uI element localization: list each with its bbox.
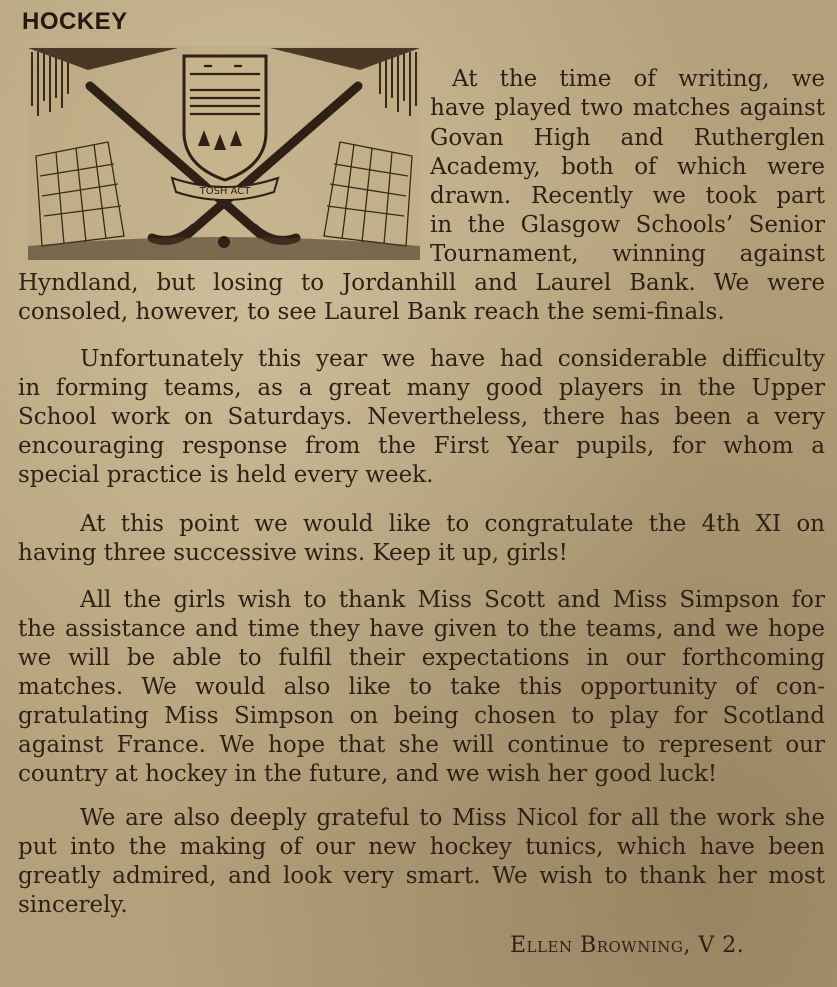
paragraph-4-line: against France. We hope that she will continue to represent our (18, 732, 825, 758)
paragraph-4-line: country at hockey in the future, and we wish her good luck! (18, 761, 718, 787)
paragraph-3-line: having three successive wins. Keep it up, girls! (18, 540, 568, 566)
section-heading: HOCKEY (22, 8, 128, 35)
paragraph-1-line: At the time of writing, we (452, 66, 825, 92)
paragraph-1-line: consoled, however, to see Laurel Bank reach the semi-finals. (18, 299, 725, 325)
hockey-crest-illustration (28, 46, 420, 260)
paragraph-4-line: All the girls wish to thank Miss Scott and Miss Simpson for (80, 587, 825, 613)
paragraph-2-line: special practice is held every week. (18, 462, 434, 488)
paragraph-3-line: At this point we would like to congratulate the 4th XI on (80, 511, 825, 537)
paragraph-1-line: drawn. Recently we took part (430, 183, 825, 209)
paragraph-5-line: sincerely. (18, 892, 128, 918)
paragraph-1-line: Tournament, winning against (430, 241, 825, 267)
paragraph-1-line: in the Glasgow Schools’ Senior (430, 212, 825, 238)
paragraph-1-line: Hyndland, but losing to Jordanhill and Laurel Bank. We were (18, 270, 825, 296)
paragraph-5-line: We are also deeply grateful to Miss Nicol for all the work she (80, 805, 825, 831)
paragraph-5-line: put into the making of our new hockey tunics, which have been (18, 834, 825, 860)
author-signature: Ellen Browning, V 2. (510, 933, 745, 958)
paragraph-4-line: the assistance and time they have given to the teams, and we hope (18, 616, 825, 642)
paragraph-5-line: greatly admired, and look very smart. We wish to thank her most (18, 863, 825, 889)
paragraph-2-line: encouraging response from the First Year pupils, for whom a (18, 433, 825, 459)
paragraph-4-line: gratulating Miss Simpson on being chosen to play for Scotland (18, 703, 825, 729)
emblem-motto: TOSH ACT (199, 186, 251, 197)
paragraph-1-line: Govan High and Rutherglen (430, 125, 825, 151)
paragraph-4-line: we will be able to fulfil their expectations in our forthcoming (18, 645, 825, 671)
paragraph-1-line: have played two matches against (430, 95, 825, 121)
paragraph-2-line: in forming teams, as a great many good players in the Upper (18, 375, 825, 401)
paragraph-1-line: Academy, both of which were (430, 154, 825, 180)
paragraph-2-line: Unfortunately this year we have had considerable difficulty (80, 346, 825, 372)
paragraph-4-line: matches. We would also like to take this opportunity of con- (18, 674, 825, 700)
paragraph-2-line: School work on Saturdays. Nevertheless, there has been a very (18, 404, 825, 430)
